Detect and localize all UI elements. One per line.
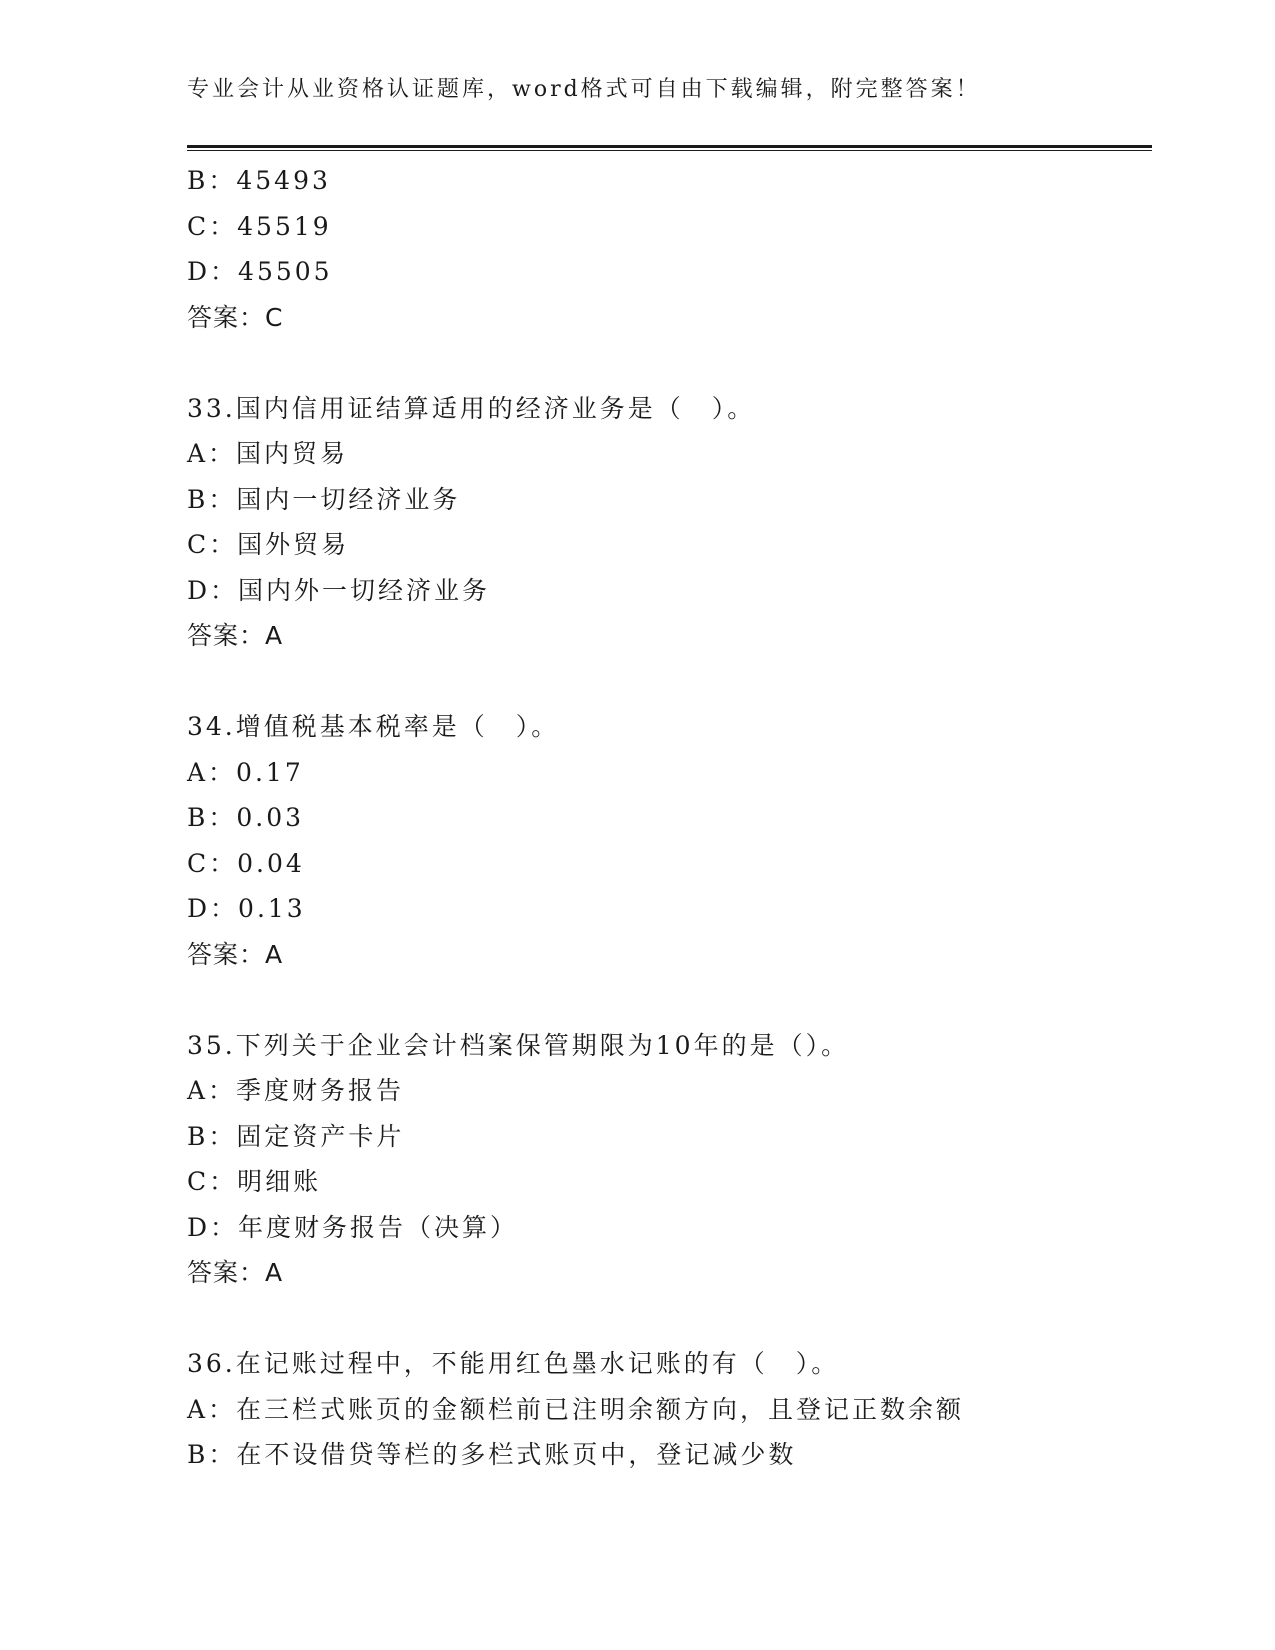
page-header: 专业会计从业资格认证题库，word格式可自由下载编辑，附完整答案！ <box>187 77 981 102</box>
option-c: C：明细账 <box>187 1167 322 1196</box>
option-b: B：国内一切经济业务 <box>187 484 461 514</box>
option-d: D：年度财务报告（决算） <box>187 1212 519 1242</box>
answer: 答案：A <box>187 939 284 969</box>
option-d: D：0.13 <box>187 894 306 923</box>
option-d: D：45505 <box>187 257 333 286</box>
question-33 <box>187 386 1152 659</box>
header-divider <box>187 145 1152 151</box>
question-stem: 35.下列关于企业会计档案保管期限为10年的是（）。 <box>187 1030 850 1060</box>
question-36 <box>187 1341 1152 1478</box>
option-b: B：45493 <box>187 166 331 195</box>
answer: 答案：A <box>187 1258 284 1287</box>
question-35 <box>187 1023 1152 1296</box>
question-stem: 36.在记账过程中，不能用红色墨水记账的有（ ）。 <box>187 1349 840 1378</box>
question-stem: 33.国内信用证结算适用的经济业务是（ ）。 <box>187 393 756 423</box>
question-stem: 34.增值税基本税率是（ ）。 <box>187 712 560 741</box>
option-a: A：季度财务报告 <box>187 1076 405 1105</box>
option-b: B：0.03 <box>187 803 305 832</box>
question-32-tail <box>187 158 1152 340</box>
option-a: A：国内贸易 <box>187 439 349 468</box>
answer: 答案：A <box>187 621 284 650</box>
option-c: C：国外贸易 <box>187 530 350 559</box>
question-34 <box>187 704 1152 977</box>
answer: 答案：C <box>187 302 284 332</box>
option-a: A：在三栏式账页的金额栏前已注明余额方向，且登记正数余额 <box>187 1394 965 1424</box>
option-b: B：固定资产卡片 <box>187 1121 405 1151</box>
question-list <box>187 158 1152 1478</box>
option-b: B：在不设借贷等栏的多栏式账页中，登记减少数 <box>187 1440 797 1469</box>
option-a: A：0.17 <box>187 757 304 787</box>
option-c: C：0.04 <box>187 848 305 878</box>
option-d: D：国内外一切经济业务 <box>187 575 491 605</box>
option-c: C：45519 <box>187 211 332 241</box>
